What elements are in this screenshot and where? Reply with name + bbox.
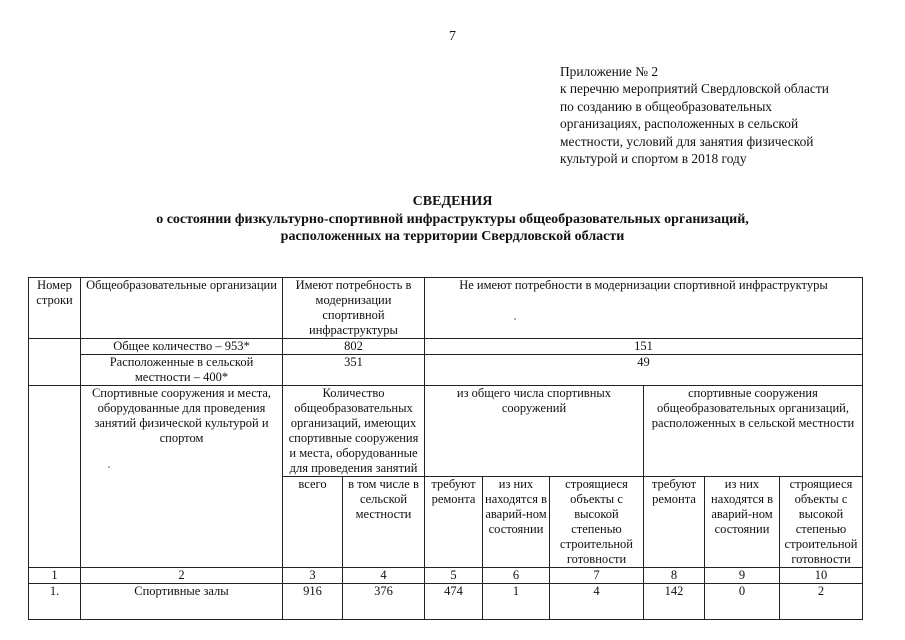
column-number-row xyxy=(29,568,863,584)
row-value: 474 xyxy=(425,584,483,620)
appendix-note xyxy=(560,63,829,167)
appendix-line: по созданию в общеобразовательных xyxy=(560,98,773,114)
table-row xyxy=(29,584,863,620)
header-repair: требуют ремонта xyxy=(425,477,483,568)
document-title xyxy=(0,193,905,246)
total-need-value: 802 xyxy=(283,339,425,355)
rural-row xyxy=(29,355,863,386)
infrastructure-table xyxy=(28,277,863,620)
header-row xyxy=(29,278,863,339)
header-count-organizations: Количество общеобразовательных организаций, имеющих спортивные сооружения и места, оборудованные для проведения занятий xyxy=(283,386,425,477)
appendix-line: к перечню мероприятий Свердловской области xyxy=(560,81,829,97)
row-value: 2 xyxy=(780,584,863,620)
total-label: Общее количество – 953* xyxy=(81,339,283,355)
appendix-line: местности, условий для занятия физической xyxy=(560,133,814,149)
appendix-line: Приложение № 2 xyxy=(560,64,659,79)
row-value: 376 xyxy=(343,584,425,620)
row-value: 4 xyxy=(550,584,644,620)
title-subheading-2: расположенных на территории Свердловской области xyxy=(280,229,625,244)
header-rural-facilities: спортивные сооружения общеобразовательных организаций, расположенных в сельской местности xyxy=(644,386,863,477)
header-of-total-facilities: из общего числа спортивных сооружений xyxy=(425,386,644,477)
column-number: 3 xyxy=(283,568,343,584)
column-number: 8 xyxy=(644,568,705,584)
header-incl-rural: в том числе в сельской местности xyxy=(343,477,425,568)
page-number: 7 xyxy=(449,29,456,44)
header-emergency-rural: из них находятся в аварий-ном состоянии xyxy=(705,477,780,568)
title-heading: СВЕДЕНИЯ xyxy=(412,194,493,209)
header-all: всего xyxy=(283,477,343,568)
column-number: 2 xyxy=(81,568,283,584)
total-row xyxy=(29,339,863,355)
subheader-row xyxy=(29,386,863,477)
header-row-number: Номер строки xyxy=(29,278,81,339)
column-number: 10 xyxy=(780,568,863,584)
row-value: 1 xyxy=(483,584,550,620)
header-organizations: Общеобразовательные организации xyxy=(81,278,283,339)
rural-label: Расположенные в сельской местности – 400* xyxy=(81,355,283,386)
column-number: 9 xyxy=(705,568,780,584)
empty-cell xyxy=(29,386,81,568)
row-name: Спортивные залы xyxy=(81,584,283,620)
header-emergency: из них находятся в аварий-ном состоянии xyxy=(483,477,550,568)
column-number: 7 xyxy=(550,568,644,584)
total-no-need-value: 151 xyxy=(425,339,863,355)
row-value: 142 xyxy=(644,584,705,620)
header-need-modernization: Имеют потребность в модернизации спортивной инфраструктуры xyxy=(283,278,425,339)
rural-no-need-value: 49 xyxy=(425,355,863,386)
row-value: 916 xyxy=(283,584,343,620)
column-number: 6 xyxy=(483,568,550,584)
column-number: 5 xyxy=(425,568,483,584)
appendix-line: организациях, расположенных в сельской xyxy=(560,116,799,132)
column-number: 1 xyxy=(29,568,81,584)
header-construction-rural: строящиеся объекты с высокой степенью строительной готовности xyxy=(780,477,863,568)
row-number: 1. xyxy=(29,584,81,620)
header-facilities: Спортивные сооружения и места, оборудованные для проведения занятий физической культурой и спортом xyxy=(81,386,283,568)
rural-need-value: 351 xyxy=(283,355,425,386)
header-construction: строящиеся объекты с высокой степенью строительной готовности xyxy=(550,477,644,568)
header-no-need-modernization: Не имеют потребности в модернизации спортивной инфраструктуры xyxy=(425,278,863,339)
title-subheading: о состоянии физкультурно-спортивной инфраструктуры общеобразовательных организаций, xyxy=(156,211,749,227)
appendix-line: культурой и спортом в 2018 году xyxy=(560,151,747,167)
row-value: 0 xyxy=(705,584,780,620)
header-repair-rural: требуют ремонта xyxy=(644,477,705,568)
empty-cell xyxy=(29,339,81,386)
column-number: 4 xyxy=(343,568,425,584)
